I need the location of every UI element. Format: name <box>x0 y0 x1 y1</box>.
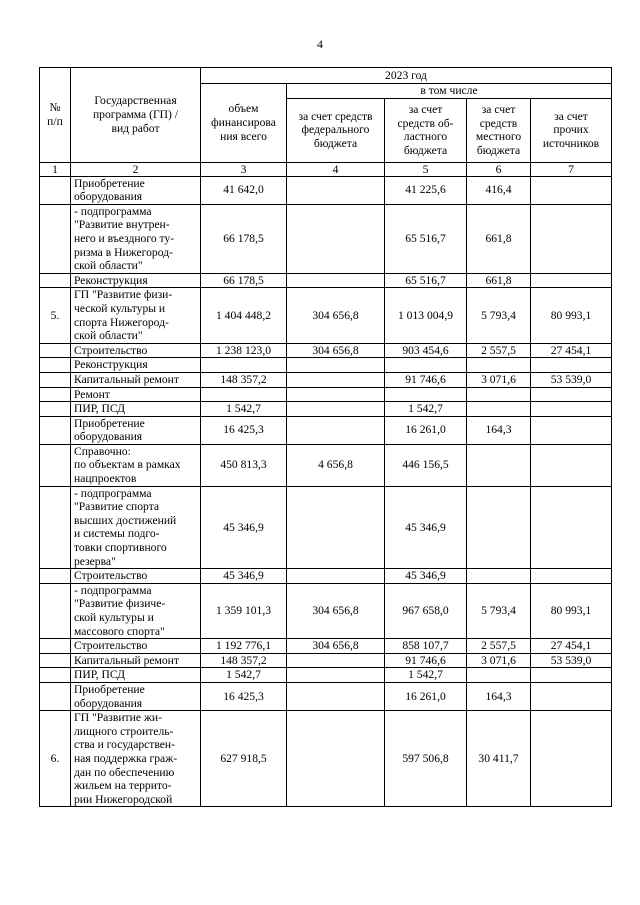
other-amount: 80 993,1 <box>531 583 612 638</box>
federal-amount <box>287 682 385 710</box>
work-name: ГП "Развитие жи- лищного строитель- ства и государствен- ная поддержка граж- дан по обеспечению жильем на террито- рии Нижегородской <box>71 711 201 807</box>
table-row <box>40 387 612 402</box>
total-amount: 148 357,2 <box>201 372 287 387</box>
local-amount <box>467 444 531 486</box>
regional-amount: 597 506,8 <box>385 711 467 807</box>
local-amount: 5 793,4 <box>467 583 531 638</box>
table-row <box>40 583 612 638</box>
other-amount <box>531 358 612 373</box>
federal-amount <box>287 668 385 683</box>
local-amount: 661,8 <box>467 273 531 288</box>
federal-amount <box>287 486 385 569</box>
table-row <box>40 444 612 486</box>
federal-amount <box>287 204 385 273</box>
federal-amount <box>287 372 385 387</box>
local-amount <box>467 486 531 569</box>
row-number <box>40 343 71 358</box>
table-row <box>40 416 612 444</box>
regional-amount <box>385 358 467 373</box>
table-row <box>40 343 612 358</box>
regional-amount: 1 542,7 <box>385 402 467 417</box>
regional-amount: 1 013 004,9 <box>385 288 467 343</box>
row-number <box>40 387 71 402</box>
federal-amount <box>287 711 385 807</box>
regional-amount: 45 346,9 <box>385 486 467 569</box>
work-name: Капитальный ремонт <box>71 653 201 668</box>
row-number <box>40 682 71 710</box>
regional-amount: 91 746,6 <box>385 372 467 387</box>
other-amount <box>531 711 612 807</box>
other-amount: 27 454,1 <box>531 639 612 654</box>
federal-amount <box>287 653 385 668</box>
header-num <box>40 68 71 163</box>
other-amount: 53 539,0 <box>531 372 612 387</box>
column-number: 7 <box>531 162 612 176</box>
local-amount <box>467 358 531 373</box>
regional-amount: 91 746,6 <box>385 653 467 668</box>
work-name: Приобретение оборудования <box>71 682 201 710</box>
other-amount <box>531 273 612 288</box>
total-amount <box>201 358 287 373</box>
table-row <box>40 372 612 387</box>
total-amount: 148 357,2 <box>201 653 287 668</box>
row-number <box>40 204 71 273</box>
regional-amount: 45 346,9 <box>385 569 467 584</box>
regional-amount: 967 658,0 <box>385 583 467 638</box>
federal-amount: 4 656,8 <box>287 444 385 486</box>
header-local <box>467 98 531 162</box>
row-number <box>40 639 71 654</box>
regional-amount: 1 542,7 <box>385 668 467 683</box>
row-number <box>40 176 71 204</box>
header-federal-text: за счет средств федерального бюджета <box>298 109 373 150</box>
budget-table <box>39 67 612 807</box>
other-amount <box>531 402 612 417</box>
regional-amount: 16 261,0 <box>385 416 467 444</box>
local-amount: 3 071,6 <box>467 653 531 668</box>
column-number: 1 <box>40 162 71 176</box>
work-name: ПИР, ПСД <box>71 402 201 417</box>
column-number: 3 <box>201 162 287 176</box>
work-name: ГП "Развитие физи- ческой культуры и спорта Нижегород- ской области" <box>71 288 201 343</box>
table-header <box>40 68 612 177</box>
other-amount <box>531 387 612 402</box>
header-program-text: Государственная программа (ГП) / вид работ <box>92 94 179 135</box>
header-program <box>71 68 201 163</box>
row-number <box>40 372 71 387</box>
local-amount <box>467 569 531 584</box>
header-other-text: за счет прочих источников <box>542 109 600 150</box>
other-amount: 53 539,0 <box>531 653 612 668</box>
work-name: - подпрограмма "Развитие внутрен- него и въездного ту- ризма в Нижегород- ской области" <box>71 204 201 273</box>
table-row <box>40 402 612 417</box>
work-name: Реконструкция <box>71 273 201 288</box>
row-number <box>40 486 71 569</box>
other-amount <box>531 204 612 273</box>
work-name: Ремонт <box>71 387 201 402</box>
header-federal <box>287 98 385 162</box>
work-name: Строительство <box>71 343 201 358</box>
federal-amount <box>287 416 385 444</box>
total-amount: 1 192 776,1 <box>201 639 287 654</box>
table-row <box>40 653 612 668</box>
row-number <box>40 416 71 444</box>
local-amount: 30 411,7 <box>467 711 531 807</box>
total-amount: 66 178,5 <box>201 204 287 273</box>
other-amount: 27 454,1 <box>531 343 612 358</box>
page-number: 4 <box>317 37 323 51</box>
local-amount: 2 557,5 <box>467 343 531 358</box>
row-number: 5. <box>40 288 71 343</box>
header-regional-text: за счет средств об- ластного бюджета <box>397 102 454 157</box>
regional-amount: 65 516,7 <box>385 204 467 273</box>
other-amount <box>531 176 612 204</box>
total-amount <box>201 387 287 402</box>
header-other <box>531 98 612 162</box>
total-amount: 627 918,5 <box>201 711 287 807</box>
total-amount: 1 238 123,0 <box>201 343 287 358</box>
work-name: Приобретение оборудования <box>71 176 201 204</box>
local-amount: 5 793,4 <box>467 288 531 343</box>
other-amount <box>531 444 612 486</box>
header-num-text: № п/п <box>47 101 63 128</box>
federal-amount <box>287 569 385 584</box>
regional-amount: 903 454,6 <box>385 343 467 358</box>
regional-amount: 65 516,7 <box>385 273 467 288</box>
row-number <box>40 569 71 584</box>
federal-amount <box>287 402 385 417</box>
local-amount <box>467 668 531 683</box>
total-amount: 1 359 101,3 <box>201 583 287 638</box>
other-amount <box>531 682 612 710</box>
work-name: - подпрограмма "Развитие физиче- ской культуры и массового спорта" <box>71 583 201 638</box>
federal-amount <box>287 358 385 373</box>
work-name: - подпрограмма "Развитие спорта высших достижений и системы подго- товки спортивного резерва" <box>71 486 201 569</box>
row-number <box>40 273 71 288</box>
table-row <box>40 486 612 569</box>
work-name: Реконструкция <box>71 358 201 373</box>
table-body <box>40 176 612 807</box>
work-name: Строительство <box>71 639 201 654</box>
table-row <box>40 569 612 584</box>
work-name: ПИР, ПСД <box>71 668 201 683</box>
local-amount <box>467 387 531 402</box>
federal-amount: 304 656,8 <box>287 639 385 654</box>
federal-amount <box>287 387 385 402</box>
work-name: Приобретение оборудования <box>71 416 201 444</box>
column-number: 6 <box>467 162 531 176</box>
row-number <box>40 444 71 486</box>
column-number: 4 <box>287 162 385 176</box>
total-amount: 1 542,7 <box>201 668 287 683</box>
total-amount: 16 425,3 <box>201 416 287 444</box>
total-amount: 45 346,9 <box>201 486 287 569</box>
row-number <box>40 402 71 417</box>
work-name: Справочно: по объектам в рамках нацпроектов <box>71 444 201 486</box>
table-row <box>40 668 612 683</box>
other-amount <box>531 668 612 683</box>
regional-amount: 16 261,0 <box>385 682 467 710</box>
work-name: Строительство <box>71 569 201 584</box>
table-row <box>40 682 612 710</box>
row-number <box>40 583 71 638</box>
local-amount: 2 557,5 <box>467 639 531 654</box>
row-number <box>40 668 71 683</box>
column-number: 2 <box>71 162 201 176</box>
table-row <box>40 358 612 373</box>
work-name: Капитальный ремонт <box>71 372 201 387</box>
federal-amount: 304 656,8 <box>287 343 385 358</box>
row-number <box>40 653 71 668</box>
other-amount <box>531 416 612 444</box>
table-row <box>40 176 612 204</box>
total-amount: 66 178,5 <box>201 273 287 288</box>
federal-amount <box>287 176 385 204</box>
local-amount: 416,4 <box>467 176 531 204</box>
row-number <box>40 358 71 373</box>
table-row <box>40 639 612 654</box>
header-total-text: объем финансирова ния всего <box>211 102 276 143</box>
federal-amount <box>287 273 385 288</box>
total-amount: 45 346,9 <box>201 569 287 584</box>
header-year: 2023 год <box>201 68 612 84</box>
local-amount: 661,8 <box>467 204 531 273</box>
local-amount: 164,3 <box>467 416 531 444</box>
other-amount <box>531 486 612 569</box>
total-amount: 1 542,7 <box>201 402 287 417</box>
total-amount: 450 813,3 <box>201 444 287 486</box>
header-regional <box>385 98 467 162</box>
header-local-text: за счет средств местного бюджета <box>475 102 522 157</box>
total-amount: 41 642,0 <box>201 176 287 204</box>
total-amount: 16 425,3 <box>201 682 287 710</box>
regional-amount: 858 107,7 <box>385 639 467 654</box>
column-number: 5 <box>385 162 467 176</box>
table-row <box>40 711 612 807</box>
header-total <box>201 84 287 163</box>
federal-amount: 304 656,8 <box>287 583 385 638</box>
header-including: в том числе <box>287 84 612 99</box>
table-row <box>40 288 612 343</box>
other-amount: 80 993,1 <box>531 288 612 343</box>
regional-amount: 446 156,5 <box>385 444 467 486</box>
local-amount <box>467 402 531 417</box>
local-amount: 3 071,6 <box>467 372 531 387</box>
local-amount: 164,3 <box>467 682 531 710</box>
table-row <box>40 273 612 288</box>
federal-amount: 304 656,8 <box>287 288 385 343</box>
other-amount <box>531 569 612 584</box>
row-number: 6. <box>40 711 71 807</box>
regional-amount: 41 225,6 <box>385 176 467 204</box>
table-row <box>40 204 612 273</box>
total-amount: 1 404 448,2 <box>201 288 287 343</box>
regional-amount <box>385 387 467 402</box>
